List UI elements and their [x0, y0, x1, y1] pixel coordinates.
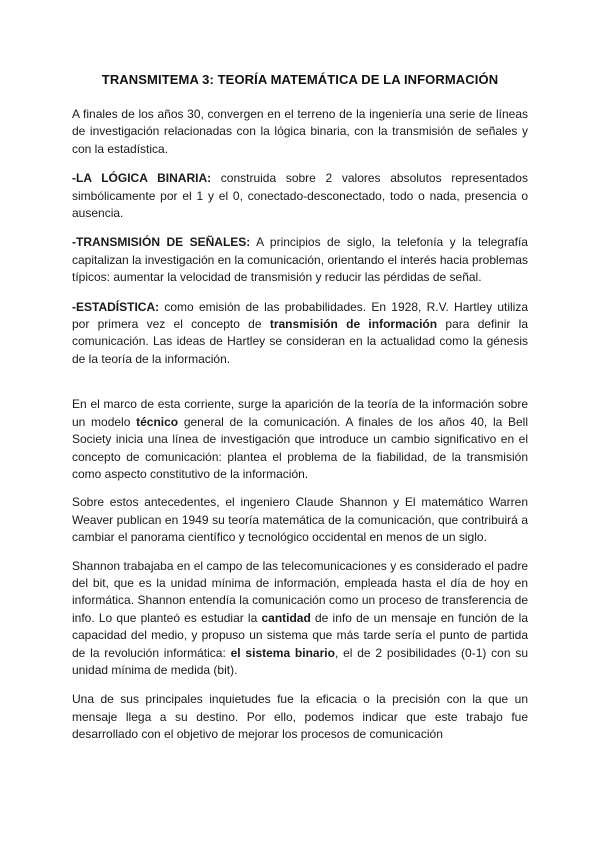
shannon-text-a: Shannon trabajaba en el campo de las telecomunicaciones y es considerado el padre del bit, que es la unidad mínima de información, empleada hasta el día de hoy en informática. Shannon entendía la comunicación como un proceso de transferencia de info. Lo que planteó es estudiar la	[72, 558, 528, 625]
shannon-text-b: de info de un mensaje en función de la capacidad del medio, y propuso un sistema que más tarde sería el punto de partida de la revolución informática:	[72, 610, 529, 660]
logica-binaria-label: -LA LÓGICA BINARIA:	[72, 171, 212, 186]
intro-paragraph: A finales de los años 30, convergen en el terreno de la ingeniería una serie de líneas de investigación relacionadas con la lógica binaria, con la transmisión de señales y con la estadística.	[72, 107, 528, 156]
marco-paragraph	[72, 396, 528, 483]
shannon-bold-cantidad: cantidad	[261, 610, 311, 625]
antecedentes-paragraph: Sobre estos antecedentes, el ingeniero Claude Shannon y El matemático Warren Weaver publican en 1949 su teoría matemática de la comunicación, que contribuirá a cambiar el panorama científico y tecnológico occidental en menos de un siglo.	[72, 495, 528, 545]
estadistica-text-a: como emisión de las probabilidades. En 1928, R.V. Hartley utiliza por primera vez el concepto de	[72, 299, 528, 332]
transmision-senales-paragraph	[72, 234, 528, 286]
marco-text-a: En el marco de esta corriente, surge la aparición de la teoría de la información sobre un modelo	[72, 397, 528, 429]
shannon-bold-sistema-binario: el sistema binario	[230, 645, 335, 660]
transmision-senales-text: A principios de siglo, la telefonía y la telegrafía capitalizan la investigación en la comunicación, orientando el interés hacia problemas típicos: aumentar la velocidad de transmisión y reducir las pérdidas de señal.	[72, 235, 528, 285]
marco-bold-term: técnico	[136, 414, 179, 429]
transmision-senales-label: -TRANSMISIÓN DE SEÑALES:	[72, 235, 251, 250]
estadistica-text-b: para definir la comunicación. Las ideas de Hartley se consideran en la actualidad como la génesis de la teoría de la información.	[72, 317, 529, 366]
logica-binaria-paragraph	[72, 170, 528, 222]
estadistica-bold-term: transmisión de información	[269, 317, 438, 332]
shannon-text-c: , el de 2 posibilidades (0-1) con su unidad mínima de medida (bit).	[72, 645, 528, 677]
inquietudes-paragraph: Una de sus principales inquietudes fue la eficacia o la precisión con la que un mensaje llega a su destino. Por ello, podemos indicar que este trabajo fue desarrollado con el objetivo de mejorar los procesos de comunicación	[72, 692, 528, 742]
marco-text-b: general de la comunicación. A finales de los años 40, la Bell Society inicia una línea de investigación que introduce un cambio significativo en el concepto de comunicación: plantea el problema de la fiabilidad, de la transmisión como aspecto constitutivo de la información.	[72, 414, 529, 481]
estadistica-paragraph	[72, 299, 528, 369]
document-title: TRANSMITEMA 3: TEORÍA MATEMÁTICA DE LA INFORMACIÓN	[101, 72, 499, 87]
shannon-paragraph	[72, 558, 528, 680]
logica-binaria-text: construida sobre 2 valores absolutos representados simbólicamente por el 1 y el 0, conectado-desconectado, todo o nada, presencia o ausencia.	[72, 171, 528, 221]
estadistica-label: -ESTADÍSTICA:	[72, 299, 160, 314]
